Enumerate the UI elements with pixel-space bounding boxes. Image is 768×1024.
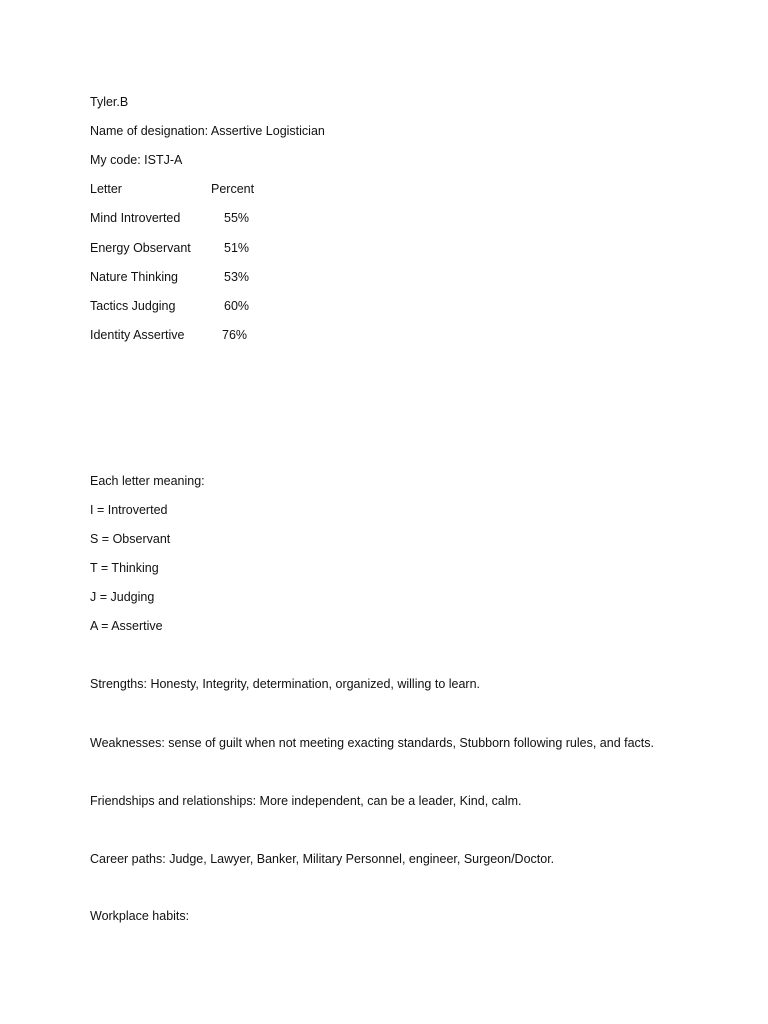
table-row-percent: 60% [224, 299, 250, 313]
table-row-label: Energy Observant [90, 241, 191, 255]
careers-line: Career paths: Judge, Lawyer, Banker, Military Personnel, engineer, Surgeon/Doctor. [90, 852, 555, 866]
meanings-heading: Each letter meaning: [90, 474, 205, 488]
table-row-percent: 55% [224, 211, 250, 225]
table-row-percent: 76% [222, 328, 248, 342]
relationships-line: Friendships and relationships: More independent, can be a leader, Kind, calm. [90, 794, 522, 808]
code-line: My code: ISTJ-A [90, 153, 183, 167]
meaning-item: A = Assertive [90, 619, 163, 633]
table-row-percent: 51% [224, 241, 250, 255]
table-row-label: Nature Thinking [90, 270, 179, 284]
table-row-label: Identity Assertive [90, 328, 185, 342]
weaknesses-line: Weaknesses: sense of guilt when not meeting exacting standards, Stubborn following rules, and facts. [90, 736, 654, 750]
table-header-letter: Letter [90, 182, 122, 196]
workplace-heading: Workplace habits: [90, 909, 190, 923]
author-name: Tyler.B [90, 95, 129, 109]
table-row-label: Tactics Judging [90, 299, 176, 313]
meaning-item: J = Judging [90, 590, 155, 604]
table-header-percent: Percent [211, 182, 255, 196]
meaning-item: T = Thinking [90, 561, 159, 575]
table-row-label: Mind Introverted [90, 211, 181, 225]
designation-line: Name of designation: Assertive Logistician [90, 124, 325, 138]
meaning-item: I = Introverted [90, 503, 168, 517]
meaning-item: S = Observant [90, 532, 171, 546]
strengths-line: Strengths: Honesty, Integrity, determination, organized, willing to learn. [90, 677, 481, 691]
table-row-percent: 53% [224, 270, 250, 284]
